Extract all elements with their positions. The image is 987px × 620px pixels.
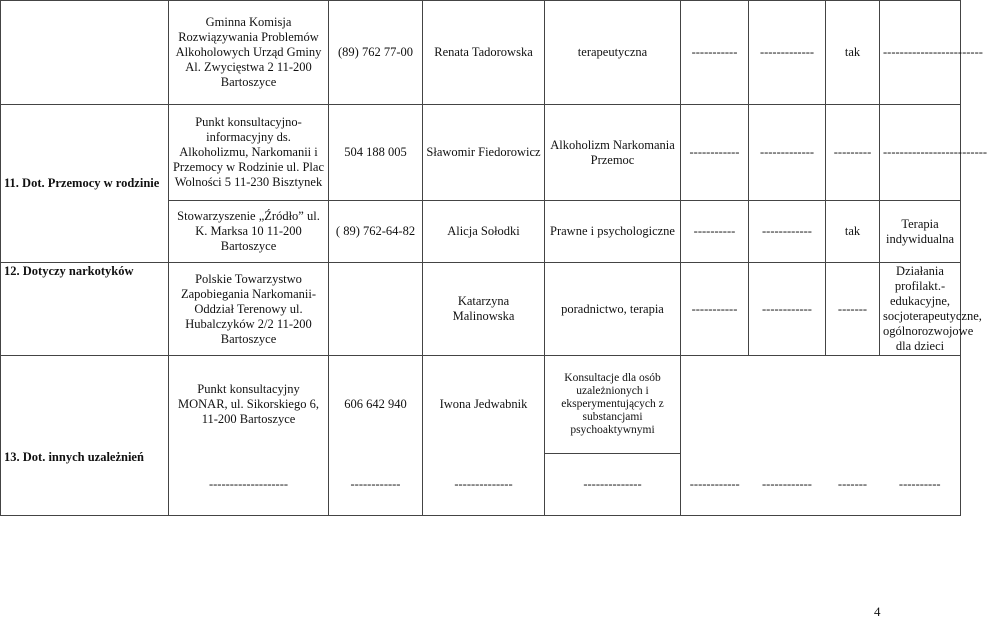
col7-cell: ------------ — [749, 201, 826, 263]
org-cell: Stowarzyszenie „Źródło” ul. K. Marksa 10 11-200 Bartoszyce — [169, 201, 329, 263]
org-cell: ------------------- — [169, 454, 329, 516]
col6-cell — [681, 356, 749, 454]
col6-cell: ----------- — [681, 1, 749, 105]
col6-cell: ---------- — [681, 201, 749, 263]
category-cell — [1, 1, 169, 105]
phone-cell — [329, 263, 423, 356]
category-label: 13. Dot. innych uzależnień — [1, 356, 169, 516]
col7-cell: ------------ — [749, 454, 826, 516]
person-cell: Sławomir Fiedorowicz — [423, 105, 545, 201]
table-row — [1, 1, 961, 105]
col9-cell: ------------------------- — [880, 105, 961, 201]
col8-cell: tak — [826, 1, 880, 105]
type-cell: Alkoholizm Narkomania Przemoc — [545, 105, 681, 201]
col9-cell — [880, 356, 961, 454]
col6-cell: ------------ — [681, 105, 749, 201]
phone-cell: 606 642 940 — [329, 356, 423, 454]
col7-cell — [749, 356, 826, 454]
type-cell: poradnictwo, terapia — [545, 263, 681, 356]
org-cell: Punkt konsultacyjny MONAR, ul. Sikorskiego 6, 11-200 Bartoszyce — [169, 356, 329, 454]
col6-cell: ------------ — [681, 454, 749, 516]
phone-cell: 504 188 005 — [329, 105, 423, 201]
col9-cell: ---------- — [880, 454, 961, 516]
page-number: 4 — [874, 604, 881, 619]
col9-cell: ------------------------ — [880, 1, 961, 105]
col7-cell: ------------- — [749, 105, 826, 201]
col8-cell: ------- — [826, 263, 880, 356]
col7-cell: ------------ — [749, 263, 826, 356]
phone-cell: ------------ — [329, 454, 423, 516]
category-label: 11. Dot. Przemocy w rodzinie — [1, 105, 169, 263]
type-cell: Konsultacje dla osób uzależnionych i eksperymentujących z substancjami psychoaktywnymi — [545, 356, 681, 454]
phone-cell: ( 89) 762-64-82 — [329, 201, 423, 263]
phone-cell: (89) 762 77-00 — [329, 1, 423, 105]
category-label: 12. Dotyczy narkotyków — [1, 263, 169, 356]
col8-cell: tak — [826, 201, 880, 263]
col8-cell: ------- — [826, 454, 880, 516]
col9-cell: Terapia indywidualna — [880, 201, 961, 263]
org-cell: Polskie Towarzystwo Zapobiegania Narkomanii-Oddział Terenowy ul. Hubalczyków 2/2 11-200 Bartoszyce — [169, 263, 329, 356]
table-row — [1, 105, 961, 201]
col7-cell: ------------- — [749, 1, 826, 105]
table-row — [1, 356, 961, 454]
col9-cell: Działania profilakt.-edukacyjne, socjoterapeutyczne, ogólnorozwojowe dla dzieci — [880, 263, 961, 356]
col8-cell — [826, 356, 880, 454]
person-cell: Alicja Sołodki — [423, 201, 545, 263]
type-cell: terapeutyczna — [545, 1, 681, 105]
org-cell: Gminna Komisja Rozwiązywania Problemów Alkoholowych Urząd Gminy Al. Zwycięstwa 2 11-200 Bartoszyce — [169, 1, 329, 105]
org-cell: Punkt konsultacyjno-informacyjny ds. Alkoholizmu, Narkomanii i Przemocy w Rodzinie ul. Plac Wolności 5 11-230 Bisztynek — [169, 105, 329, 201]
col6-cell: ----------- — [681, 263, 749, 356]
table-row — [1, 263, 961, 356]
type-cell: -------------- — [545, 454, 681, 516]
person-cell: Katarzyna Malinowska — [423, 263, 545, 356]
person-cell: -------------- — [423, 454, 545, 516]
type-cell: Prawne i psychologiczne — [545, 201, 681, 263]
col8-cell: --------- — [826, 105, 880, 201]
person-cell: Iwona Jedwabnik — [423, 356, 545, 454]
person-cell: Renata Tadorowska — [423, 1, 545, 105]
